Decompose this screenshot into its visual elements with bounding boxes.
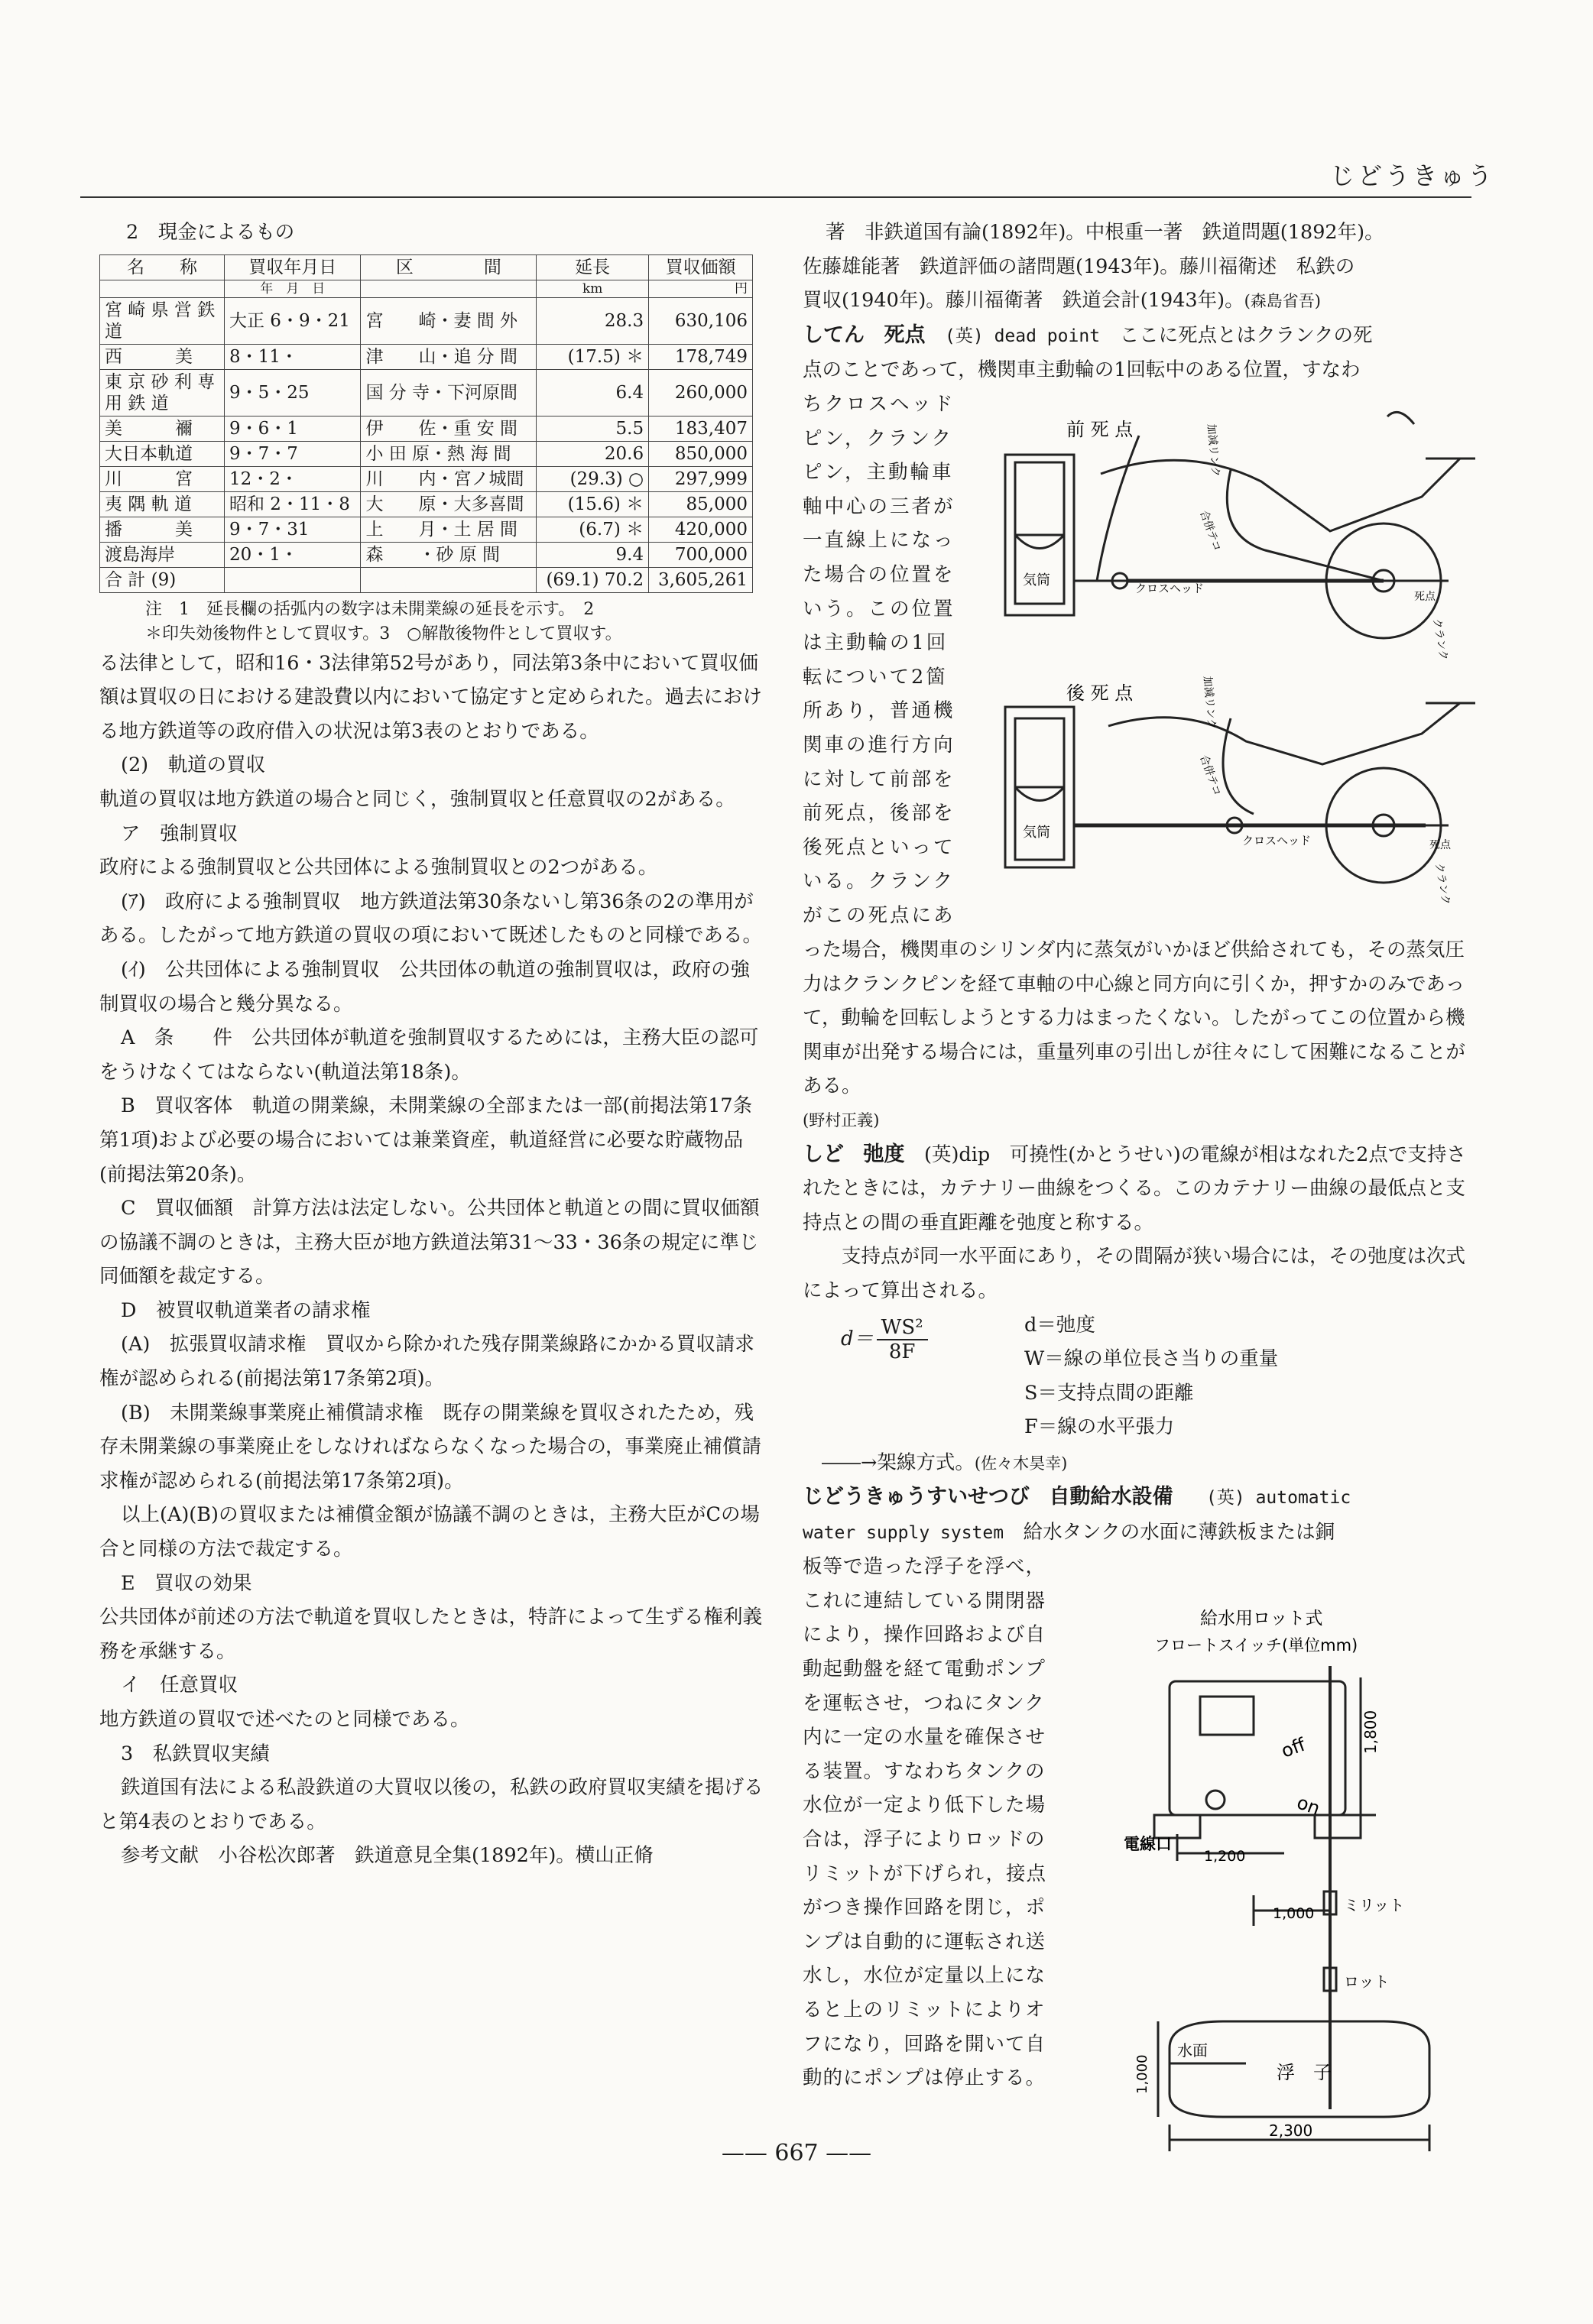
label-rod: ロット bbox=[1344, 1972, 1390, 1991]
text-line: 水位が一定より低下した場 bbox=[803, 1794, 1046, 1817]
author: (森島省吾) bbox=[1244, 292, 1321, 311]
text-line: これに連結している開閉器 bbox=[803, 1589, 1046, 1613]
label-dead-point: 死点 bbox=[1429, 839, 1451, 851]
paragraph: B 買収客体 軌道の開業線，未開業線の全部または一部(前掲法第17条第1項)および必要の場合においては兼業資産，軌道経営に必要な貯蔵物品(前掲法第20条)。 bbox=[99, 1094, 753, 1186]
table-cell: 183,407 bbox=[649, 416, 753, 441]
text: 可撓性(かとうせい)の電線が相はなれた2点で支持されたときには，カテナリー曲線をつくる。このカテナリー曲線の最低点と支持点との間の垂直距離を弛度と称する。 bbox=[803, 1143, 1466, 1234]
table-cell: 85,000 bbox=[649, 491, 753, 517]
text-line: 転について2箇 bbox=[803, 665, 948, 689]
label-crank: クランク bbox=[1432, 861, 1452, 906]
text-line: がつき操作回路を閉じ，ポ bbox=[803, 1896, 1046, 1920]
formula-block bbox=[803, 1308, 1475, 1446]
page-number: —— 667 —— bbox=[721, 2140, 872, 2167]
subheading: E 買収の効果 bbox=[121, 1571, 252, 1595]
text-line: 前死点，後部を bbox=[803, 802, 955, 825]
th-length: 延長 bbox=[537, 254, 649, 280]
entry-shido-head bbox=[803, 1138, 1475, 1240]
table-cell: 昭和 2・11・8 bbox=[225, 491, 361, 517]
section-title: 2 現金によるもの bbox=[126, 221, 295, 244]
table-cell: 伊 佐・重 安 間 bbox=[361, 416, 537, 441]
headword-kana: してん bbox=[803, 323, 865, 347]
table-cell: 森 ・砂 原 間 bbox=[361, 542, 537, 567]
table-cell: 20・1・ bbox=[225, 542, 361, 567]
fig-title: 給水用ロット式 bbox=[1200, 1609, 1323, 1629]
table-cell: 6.4 bbox=[537, 369, 649, 416]
table-cell: 9.4 bbox=[537, 542, 649, 567]
conduit-right bbox=[1315, 1815, 1361, 1838]
table-row bbox=[100, 517, 753, 542]
text-line: 合は，浮子によりロッドの bbox=[803, 1828, 1046, 1852]
piston-body-front bbox=[1015, 535, 1064, 604]
headword-kanji: 自動給水設備 bbox=[1049, 1485, 1173, 1509]
table-cell: 渡島海岸 bbox=[100, 542, 225, 567]
table-cell: (6.7) ＊ bbox=[537, 517, 649, 542]
table-cell: 大正 6・9・21 bbox=[225, 297, 361, 344]
float-switch-figure bbox=[1124, 1605, 1475, 2155]
valve-gear-rear bbox=[1108, 703, 1460, 764]
label-limit: ミリット bbox=[1344, 1896, 1405, 1914]
table-row bbox=[100, 567, 753, 592]
label-crosshead: クロスヘッド bbox=[1242, 834, 1312, 848]
def: F＝線の水平張力 bbox=[1024, 1415, 1175, 1439]
table-row bbox=[100, 369, 753, 416]
table-cell: 宮 崎 県 営 鉄 道 bbox=[100, 297, 225, 344]
subheading: 3 私鉄買収実績 bbox=[121, 1742, 270, 1765]
table-cell: 美 禰 bbox=[100, 416, 225, 441]
label-off: off bbox=[1278, 1733, 1309, 1762]
english-term: water supply system bbox=[803, 1522, 1004, 1543]
table-cell: 420,000 bbox=[649, 517, 753, 542]
cross-ref-text: ――→架線方式。 bbox=[822, 1450, 975, 1474]
combination-lever-rear bbox=[1223, 718, 1254, 814]
table-cell: 3,605,261 bbox=[649, 567, 753, 592]
headword-kana: しど bbox=[803, 1142, 844, 1166]
table-notes bbox=[99, 598, 764, 647]
paragraph: 参考文献 小谷松次郎著 鉄道意見全集(1892年)。横山正脩 bbox=[121, 1844, 654, 1868]
table-cell: 9・7・31 bbox=[225, 517, 361, 542]
paragraph: 支持点が同一水平面にあり，その間隔が狭い場合には，その弛度は次式によって算出される。 bbox=[803, 1245, 1466, 1302]
piston-body-rear bbox=[1015, 787, 1064, 860]
text-line: により，操作回路および自 bbox=[803, 1623, 1046, 1647]
table-cell: 9・5・25 bbox=[225, 369, 361, 416]
text-line: 水し，水位が定量以上にな bbox=[803, 1964, 1046, 1988]
lever-front bbox=[1387, 412, 1414, 424]
table-cell bbox=[225, 567, 361, 592]
text-line: ると上のリミットによりオ bbox=[803, 1998, 1046, 2021]
unit-cell: 年 月 日 bbox=[225, 280, 361, 297]
label-wire-port: 電線口 bbox=[1124, 1835, 1172, 1853]
jidou-narrow-text bbox=[803, 1550, 1093, 2095]
table-cell: 850,000 bbox=[649, 441, 753, 466]
switch-housing bbox=[1170, 1681, 1345, 1815]
text-line: を運転させ，つねにタンク bbox=[803, 1691, 1045, 1715]
piston-rear bbox=[1015, 718, 1064, 787]
table-cell: (17.5) ＊ bbox=[537, 344, 649, 369]
text-line: た場合の位置を bbox=[803, 562, 955, 586]
table-cell: (29.3) ○ bbox=[537, 466, 649, 491]
table-row bbox=[100, 491, 753, 517]
entry-line bbox=[803, 1515, 1475, 1551]
table-cell: 9・6・1 bbox=[225, 416, 361, 441]
dim-2300: 2,300 bbox=[1269, 2121, 1313, 2140]
paragraph: 以上(A)(B)の買収または補償金額が協議不調のときは，主務大臣がCの場合と同様の方法で裁定する。 bbox=[99, 1503, 760, 1561]
combination-lever-front bbox=[1227, 470, 1384, 581]
text-line: 動起動盤を経て電動ポンプ bbox=[803, 1658, 1046, 1681]
def: W＝線の単位長さ当りの重量 bbox=[1024, 1347, 1279, 1371]
formula bbox=[841, 1316, 928, 1363]
table-cell: 津 山・追 分 間 bbox=[361, 344, 537, 369]
label-cylinder: 気筒 bbox=[1023, 572, 1050, 588]
text-line: 所あり，普通機 bbox=[803, 699, 955, 723]
table-cell: 大 原・大多喜間 bbox=[361, 491, 537, 517]
table-body bbox=[100, 297, 753, 592]
headword-kanji: 死点 bbox=[884, 323, 926, 347]
text-line: 一直線上になっ bbox=[803, 529, 955, 553]
cross-ref bbox=[803, 1446, 1475, 1481]
paragraph: (ｲ) 公共団体による強制買収 公共団体の軌道の強制買収は，政府の強制買収の場合と幾分異なる。 bbox=[99, 958, 751, 1016]
text-line: 内に一定の水量を確保させ bbox=[803, 1726, 1046, 1749]
label-cylinder: 気筒 bbox=[1023, 825, 1050, 841]
valve-gear-front bbox=[1101, 459, 1460, 531]
table-cell: 260,000 bbox=[649, 369, 753, 416]
text-line: 板等で造った浮子を浮べ， bbox=[803, 1555, 1046, 1579]
text-line: る装置。すなわちタンクの bbox=[803, 1759, 1046, 1783]
subheading: D 被買収軌道業者の請求権 bbox=[121, 1298, 371, 1322]
shiten-narrow-text bbox=[803, 387, 986, 933]
th-price: 買収価額 bbox=[649, 254, 753, 280]
denominator: 8F bbox=[888, 1340, 916, 1363]
text-line: ンプは自動的に運転され送 bbox=[803, 1930, 1046, 1953]
table-cell: 上 月・土 居 間 bbox=[361, 517, 537, 542]
table-cell: 28.3 bbox=[537, 297, 649, 344]
label-on: on bbox=[1293, 1791, 1323, 1820]
reference-cont: 佐藤雄能著 鉄道評価の諸問題(1943年)。藤川福衛述 私鉄の bbox=[803, 254, 1355, 278]
table-cell: 小 田 原・熱 海 間 bbox=[361, 441, 537, 466]
text-line: は主動輪の1回 bbox=[803, 631, 949, 655]
reference-cont: 買収(1940年)。藤川福衛著 鉄道会計(1943年)。 bbox=[803, 289, 1244, 313]
label-crosshead: クロスヘッド bbox=[1135, 582, 1205, 595]
table-cell: 630,106 bbox=[649, 297, 753, 344]
table-cell: 西 美 bbox=[100, 344, 225, 369]
table-cell: (69.1) 70.2 bbox=[537, 567, 649, 592]
fig-title: フロートスイッチ(単位mm) bbox=[1154, 1636, 1358, 1655]
subheading: (2) 軌道の買収 bbox=[121, 754, 266, 777]
formula-defs bbox=[1024, 1308, 1278, 1444]
paragraph: (B) 未開業線事業廃止補償請求権 既存の開業線を買収されたため，残存未開業線の事業廃止をしなければならなくなった場合の，事業廃止補償請求権が認められる(前掲法第17条第2項)。 bbox=[99, 1401, 761, 1493]
paragraph: 点のことであって，機関車主動輪の1回転中のある位置，すなわ bbox=[803, 358, 1361, 382]
table-cell: 700,000 bbox=[649, 542, 753, 567]
label-front-dead-point: 前 死 点 bbox=[1066, 419, 1134, 440]
def: d＝弛度 bbox=[1024, 1313, 1095, 1337]
text-line: ちクロスヘッド bbox=[803, 392, 955, 416]
switch-pivot bbox=[1206, 1791, 1225, 1809]
table-cell: (15.6) ＊ bbox=[537, 491, 649, 517]
text-line: 軸中心の三者が bbox=[803, 494, 955, 518]
table-cell: 合 計 (9) bbox=[100, 567, 225, 592]
table-cell: 東 京 砂 利 専 用 鉄 道 bbox=[100, 369, 225, 416]
label-dead-point: 死点 bbox=[1414, 591, 1436, 603]
table-header-row bbox=[100, 254, 753, 280]
header-rule bbox=[80, 196, 1471, 198]
paragraph: 政府による強制買収と公共団体による強制買収との2つがある。 bbox=[99, 856, 658, 880]
paragraph: 公共団体が前述の方法で軌道を買収したときは，特許によって生ずる権利義務を承継する。 bbox=[99, 1606, 763, 1663]
paragraph: る法律として，昭和16・3法律第52号があり，同法第3条中において買収価額は買収の日における建設費以内において協定すと定められた。過去における地方鉄道等の政府借入の状況は第3表のとおりである。 bbox=[99, 651, 763, 743]
reference-cont bbox=[803, 284, 1475, 319]
text: 給水タンクの水面に薄鉄板または銅 bbox=[1023, 1520, 1335, 1544]
text-line: ピン，主動輪車 bbox=[803, 461, 954, 485]
entry-jidou-head bbox=[803, 1480, 1475, 1515]
unit-cell bbox=[100, 280, 225, 297]
table-cell: 178,749 bbox=[649, 344, 753, 369]
text-line: 関車の進行方向 bbox=[803, 733, 955, 757]
label-water-surface: 水面 bbox=[1177, 2041, 1208, 2060]
table-row bbox=[100, 542, 753, 567]
unit-cell: km bbox=[537, 280, 649, 297]
label-rear-dead-point: 後 死 点 bbox=[1066, 682, 1134, 704]
author: (佐々木昊幸) bbox=[974, 1454, 1068, 1473]
reverser-arc-front bbox=[1097, 436, 1139, 581]
label-crank: クランク bbox=[1430, 617, 1450, 662]
formula-lhs: d＝ bbox=[841, 1327, 874, 1351]
text-line: に対して前部を bbox=[803, 767, 955, 791]
paragraph: った場合，機関車のシリンダ内に蒸気がいかほど供給されても，その蒸気圧力はクランクピンを経て車軸の中心線と同方向に引くか，押すかのみであって，動輪を回転しようとする力はまったくない。したがってこの位置から機関車が出発する場合には，重量列車の引出しが往々にして困難になることがある。 bbox=[803, 938, 1466, 1098]
paragraph: (A) 拡張買収請求権 買収から除かれた残存開業線路にかかる買収請求権が認められる(前掲法第17条第2項)。 bbox=[99, 1333, 754, 1391]
label-float: 浮 子 bbox=[1277, 2062, 1332, 2083]
table-cell bbox=[361, 567, 537, 592]
running-head: じどうきゅう bbox=[1330, 161, 1496, 190]
table-cell: 297,999 bbox=[649, 466, 753, 491]
table-cell: 国 分 寺・下河原間 bbox=[361, 369, 537, 416]
piston-front bbox=[1015, 462, 1064, 535]
table-cell: 20.6 bbox=[537, 441, 649, 466]
text-line: いる。クランク bbox=[803, 870, 955, 893]
subheading: ア 強制買収 bbox=[121, 822, 238, 845]
table-cell: 川 内・宮ノ城間 bbox=[361, 466, 537, 491]
text-line: 動的にポンプは停止する。 bbox=[803, 2066, 1046, 2090]
paragraph: (ｱ) 政府による強制買収 地方鉄道法第30条ないし第36条の2の準用がある。したがって地方鉄道の買収の項において既述したものと同様である。 bbox=[99, 890, 763, 948]
numerator: WS² bbox=[877, 1316, 928, 1340]
dim-float-1000: 1,000 bbox=[1134, 2054, 1150, 2094]
dim-1200: 1,200 bbox=[1204, 1848, 1246, 1865]
text-line: フになり，回路を開いて自 bbox=[803, 2032, 1046, 2056]
unit-cell: 円 bbox=[649, 280, 753, 297]
table-cell: 大日本軌道 bbox=[100, 441, 225, 466]
text-line: ピン，クランク bbox=[803, 426, 953, 450]
text-line: リミットが下げられ，接点 bbox=[803, 1862, 1047, 1885]
table-row bbox=[100, 416, 753, 441]
table-cell: 宮 崎・妻 間 外 bbox=[361, 297, 537, 344]
note-line: ＊印失効後物件として買収す。3 ○解散後物件として買収す。 bbox=[145, 624, 622, 643]
table-row bbox=[100, 344, 753, 369]
paragraph: C 買収価額 計算方法は法定しない。公共団体と軌道との間に買収価額の協議不調のときは，主務大臣が地方鉄道法第31～33・36条の規定に準じ同価額を裁定する。 bbox=[99, 1197, 760, 1288]
text: ここに死点とはクランクの死 bbox=[1119, 323, 1373, 347]
label-connecting-rod: 合併テコ bbox=[1197, 753, 1224, 798]
note-line: 注 1 延長欄の括弧内の数字は未開業線の延長を示す。 2 bbox=[145, 599, 595, 619]
unit-cell bbox=[361, 280, 537, 297]
label-reverser: 加減リンク bbox=[1205, 423, 1222, 478]
purchase-table bbox=[99, 254, 753, 593]
table-cell: 播 美 bbox=[100, 517, 225, 542]
label-reverser: 加減リンク bbox=[1201, 675, 1218, 730]
th-section: 区 間 bbox=[361, 254, 537, 280]
dim-1000: 1,000 bbox=[1273, 1905, 1315, 1922]
headword-kana: じどうきゅうすいせつび bbox=[803, 1485, 1030, 1509]
english-term: (英) automatic bbox=[1206, 1488, 1351, 1509]
switch-window bbox=[1200, 1697, 1254, 1735]
subheading: イ 任意買収 bbox=[121, 1674, 238, 1697]
fraction bbox=[877, 1316, 928, 1363]
english-term: (英) dead point bbox=[945, 326, 1101, 346]
text-line: 後死点といって bbox=[803, 835, 955, 859]
english-term: (英)dip bbox=[924, 1143, 991, 1166]
table-cell: 5.5 bbox=[537, 416, 649, 441]
table-cell: 夷 隅 軌 道 bbox=[100, 491, 225, 517]
left-column bbox=[99, 216, 764, 1873]
text-line: いう。この位置 bbox=[803, 597, 955, 621]
text-line: がこの死点にあ bbox=[803, 903, 955, 927]
table-cell: 9・7・7 bbox=[225, 441, 361, 466]
th-date: 買収年月日 bbox=[225, 254, 361, 280]
paragraph: 軌道の買収は地方鉄道の場合と同じく，強制買収と任意買収の2がある。 bbox=[99, 787, 735, 811]
headword-kanji: 弛度 bbox=[863, 1142, 905, 1166]
table-cell: 川 宮 bbox=[100, 466, 225, 491]
dead-point-figure bbox=[1001, 397, 1475, 917]
table-unit-row bbox=[100, 280, 753, 297]
table-row bbox=[100, 297, 753, 344]
th-name: 名 称 bbox=[100, 254, 225, 280]
table-row bbox=[100, 441, 753, 466]
def: S＝支持点間の距離 bbox=[1024, 1381, 1194, 1405]
paragraph: 地方鉄道の買収で述べたのと同様である。 bbox=[99, 1708, 470, 1731]
author: (野村正義) bbox=[803, 1110, 880, 1130]
paragraph: A 条 件 公共団体が軌道を強制買収するためには，主務大臣の認可をうけなくてはならない(軌道法第18条)。 bbox=[99, 1026, 759, 1084]
table-cell: 12・2・ bbox=[225, 466, 361, 491]
reference-cont: 著 非鉄道国有論(1892年)。中根重一著 鉄道問題(1892年)。 bbox=[826, 221, 1384, 244]
label-connecting-rod: 合併テコ bbox=[1197, 508, 1224, 553]
table-cell: 8・11・ bbox=[225, 344, 361, 369]
paragraph: 鉄道国有法による私設鉄道の大買収以後の，私鉄の政府買収実績を掲げると第4表のとおりである。 bbox=[99, 1776, 764, 1833]
dim-1800: 1,800 bbox=[1361, 1710, 1380, 1754]
entry-shiten-head bbox=[803, 319, 1475, 354]
table-row bbox=[100, 466, 753, 491]
